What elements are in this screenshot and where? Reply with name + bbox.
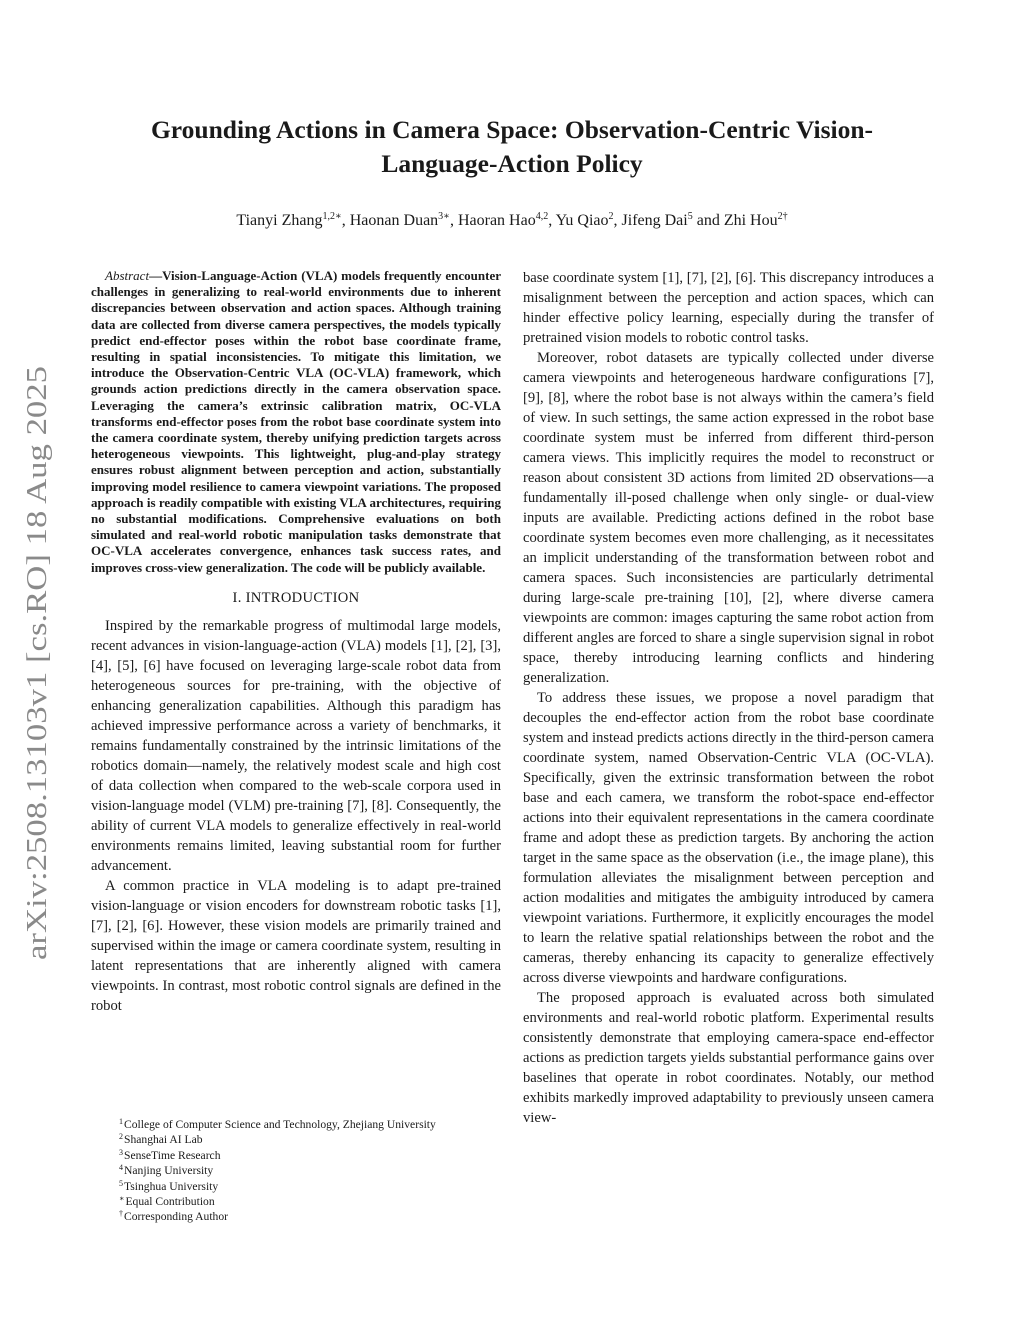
footnote [119, 1163, 519, 1178]
footnote [119, 1132, 519, 1147]
footnote-text: Nanjing University [124, 1164, 214, 1178]
footnote [119, 1179, 519, 1194]
footnote-text: College of Computer Science and Technology, Zhejiang University [124, 1118, 436, 1131]
footnote [119, 1194, 519, 1209]
footnote-text: Shanghai AI Lab [124, 1133, 203, 1147]
footnote [119, 1148, 519, 1163]
author-affiliation-mark: 3∗ [438, 211, 450, 222]
author-separator: , [613, 212, 622, 229]
author-affiliation-mark: 4,2 [535, 211, 549, 222]
paper-title: Grounding Actions in Camera Space: Observation-Centric Vision-Language-Action Policy [150, 115, 874, 178]
intro-paragraph: base coordinate system [1], [7], [2], [6]. This discrepancy introduces a misalignment between the perception and action spaces, which can hinder effective policy learning, especially during the transfer of pretrained vision models to robotic control tasks. [523, 270, 934, 346]
footnote-text: SenseTime Research [124, 1148, 221, 1162]
right-column [523, 268, 934, 1128]
footnote-text: Equal Contribution [125, 1195, 215, 1209]
abstract-dash: — [149, 268, 163, 283]
footnote-mark: † [119, 1209, 123, 1219]
footnote-text: Tsinghua University [124, 1179, 219, 1193]
abstract [91, 268, 501, 576]
intro-paragraph: A common practice in VLA modeling is to adapt pre-trained vision-language or vision encoders for downstream robotic tasks [1], [7], [2], [6]. However, these vision models are primarily trained and supervised within the image or camera coordinate system, resulting in latent representations that are inherently aligned with camera viewpoints. In contrast, most robotic control signals are defined in the robot [91, 877, 501, 1014]
footnote-mark: 5 [119, 1178, 123, 1188]
arxiv-stamp-text: arXiv:2508.13103v1 [cs.RO] 18 Aug 2025 [21, 463, 53, 960]
author-name: Haoran Hao [457, 212, 536, 229]
footnote-mark: 4 [119, 1163, 123, 1173]
author-name: Tianyi Zhang [236, 212, 323, 229]
author-affiliation-mark: 2 [608, 211, 614, 222]
intro-paragraph: To address these issues, we propose a novel paradigm that decouples the end-effector action from the robot base coordinate system and instead predicts actions directly in the third-person camera coordinate system, named Observation-Centric VLA (OC-VLA). Specifically, given the extrinsic transformation between the robot base and each camera, we transform the robot-space end-effector actions into their equivalent representations in the camera coordinate frame and adopt these as prediction targets. By anchoring the action target in the same space as the observation (i.e., the image plane), this formulation alleviates the misalignment between perception and action modalities and mitigates the ambiguity introduced by camera viewpoint variations. Furthermore, it explicitly encourages the model to learn the relative spatial relationships between the robot and the cameras, thereby enhancing its capacity to generalize effectively across diverse viewpoints and hardware configurations. [523, 690, 934, 986]
left-column [91, 268, 501, 1016]
footnote-mark: 1 [119, 1117, 123, 1126]
author-name: Jifeng Dai [621, 212, 688, 229]
author-name: Yu Qiao [555, 212, 609, 229]
intro-paragraph: Moreover, robot datasets are typically collected under diverse camera viewpoints and heterogeneous hardware configurations [7], [9], [8], where the robot base is not always within the camera’s field of view. In such settings, the same action expressed in the robot base coordinate system must be inferred from different third-person camera views. This implicitly requires the model to reconstruct or reason about consistent 3D actions from limited 2D observations—a fundamentally ill-posed challenge when only single- or dual-view inputs are available. Predicting actions defined in the robot base coordinate system becomes even more challenging, as it necessitates an implicit understanding of the transformation between robot and camera spaces. Such inconsistencies are particularly detrimental during large-scale pre-training [10], [2], where diverse camera viewpoints are common: images capturing the same robot action from different angles are forced to share a single supervision signal in robot space, thereby introducing learning conflicts and hindering generalization. [523, 350, 934, 686]
intro-paragraph: The proposed approach is evaluated across both simulated environments and real-world robotic platform. Experimental results consistently demonstrate that employing camera-space end-effector actions as prediction targets yields substantial performance gains over baselines that operate in robot coordinates. Notably, our method exhibits markedly improved adaptability to previously unseen camera view- [523, 990, 934, 1126]
author-affiliation-mark: 1,2∗ [322, 211, 342, 222]
intro-paragraph: Inspired by the remarkable progress of multimodal large models, recent advances in vision-language-action (VLA) models [1], [2], [3], [4], [5], [6] have focused on leveraging large-scale robot data from heterogeneous sources for pre-training, with the objective of enhancing generalization capabilities. Although this paradigm has achieved impressive performance across a variety of benchmarks, it remains fundamentally constrained by the intrinsic limitations of the robotics domain—namely, the relatively modest scale and high cost of data collection when compared to the web-scale corpora used in vision-language model (VLM) pre-training [7], [8]. Consequently, the ability of current VLA models to generalize effectively in real-world environments remains limited, leaving substantial room for further advancement. [91, 617, 501, 874]
author-separator: , [449, 212, 458, 229]
abstract-label: Abstract [105, 268, 150, 283]
arxiv-side-stamp [19, 364, 55, 960]
abstract-text: Vision-Language-Action (VLA) models frequently encounter challenges in generalizing to real-world environments due to inherent discrepancies between observation and action spaces. Although training data are collected from diverse camera perspectives, the models typically predict end-effector poses within the robot base coordinate frame, resulting in spatial inconsistencies. To mitigate this limitation, we introduce the Observation-Centric VLA (OC-VLA) framework, which grounds action predictions directly in the camera observation space. Leveraging the camera’s extrinsic calibration matrix, OC-VLA transforms end-effector poses from the robot base coordinate system into the camera coordinate system, thereby unifying prediction targets across heterogeneous viewpoints. This lightweight, plug-and-play strategy ensures robust alignment between perception and action, substantially improving model resilience to camera viewpoint variations. The proposed approach is readily compatible with existing VLA architectures, requiring no substantial modifications. Comprehensive evaluations on both simulated and real-world robotic manipulation tasks demonstrate that OC-VLA accelerates convergence, enhances task success rates, and improves cross-view generalization. The code will be publicly available. [91, 268, 501, 575]
footnote-mark: 3 [119, 1147, 123, 1157]
author-separator: , [341, 212, 350, 229]
author-affiliation-mark: 2† [777, 211, 788, 222]
affiliation-footnotes [119, 1117, 519, 1225]
footnote-text: Corresponding Author [124, 1210, 229, 1224]
author-affiliation-mark: 5 [687, 211, 693, 222]
footnote-mark: ∗ [119, 1194, 125, 1204]
footnote [119, 1209, 519, 1224]
footnote [119, 1117, 519, 1132]
author-name: Zhi Hou [723, 212, 778, 229]
author-name: Haonan Duan [349, 212, 439, 229]
author-separator: , [548, 212, 556, 229]
author-separator: and [692, 212, 724, 229]
author-list [100, 210, 924, 232]
footnote-mark: 2 [119, 1132, 123, 1142]
section-heading: I. INTRODUCTION [232, 589, 360, 606]
